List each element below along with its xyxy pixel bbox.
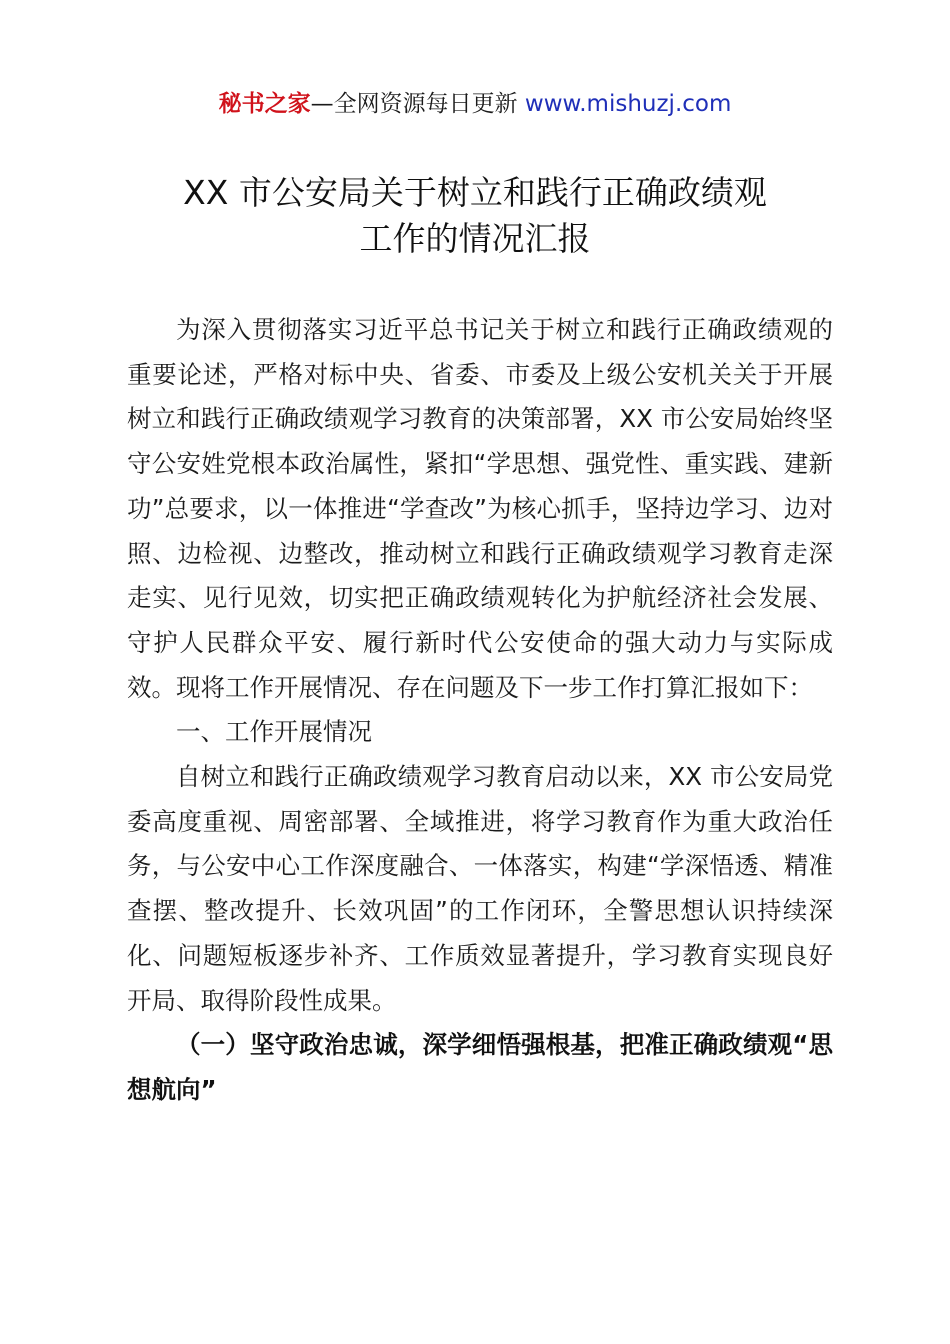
site-tagline: —全网资源每日更新: [310, 91, 525, 117]
title-line-2: 工作的情况汇报: [359, 219, 591, 258]
subsection-heading-political-loyalty: （一）坚守政治忠诚，深学细悟强根基，把准正确政绩观“思想航向”: [127, 1030, 833, 1104]
site-header: [0, 88, 950, 120]
title-line-1: XX 市公安局关于树立和践行正确政绩观: [183, 173, 767, 212]
site-url-link[interactable]: www.mishuzj.com: [524, 91, 732, 117]
intro-paragraph: 为深入贯彻落实习近平总书记关于树立和践行正确政绩观的重要论述，严格对标中央、省委、市委及上级公安机关关于开展树立和践行正确政绩观学习教育的决策部署，XX 市公安局始终坚守公安姓党根本政治属性，紧扣“学思想、强党性、重实践、建新功”总要求，以一体推进“学查改”为核心抓手，坚持边学习、边对照、边检视、边整改，推动树立和践行正确政绩观学习教育走深走实、见行见效，切实把正确政绩观转化为护航经济社会发展、守护人民群众平安、履行新时代公安使命的强大动力与实际成效。现将工作开展情况、存在问题及下一步工作打算汇报如下：: [127, 315, 833, 702]
document-title: [60, 170, 890, 262]
section-body-paragraph: 自树立和践行正确政绩观学习教育启动以来，XX 市公安局党委高度重视、周密部署、全域推进，将学习教育作为重大政治任务，与公安中心工作深度融合、一体落实，构建“学深悟透、精准查摆、整改提升、长效巩固”的工作闭环，全警思想认识持续深化、问题短板逐步补齐、工作质效显著提升，学习教育实现良好开局、取得阶段性成果。: [127, 762, 833, 1015]
section-heading-work-progress: 一、工作开展情况: [176, 717, 372, 747]
site-brand: 秘书之家: [218, 91, 311, 117]
document-body: [127, 308, 833, 1113]
